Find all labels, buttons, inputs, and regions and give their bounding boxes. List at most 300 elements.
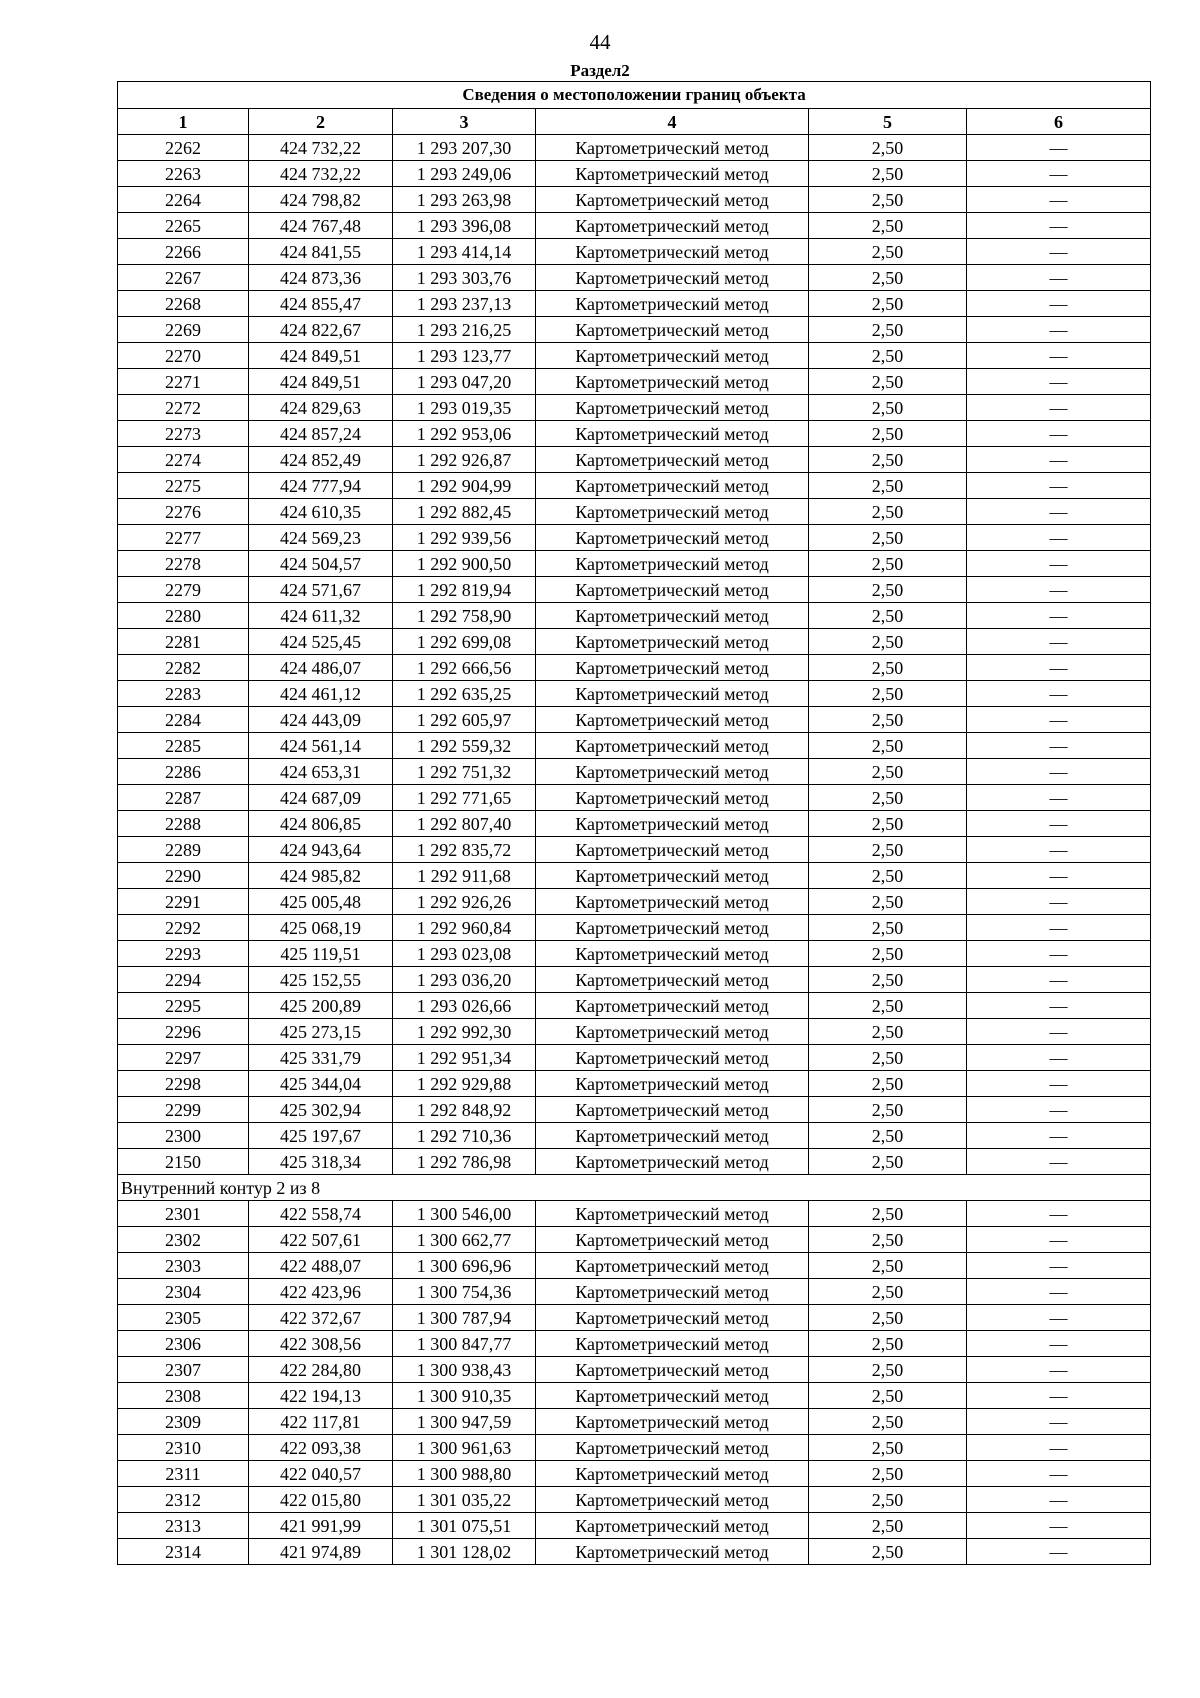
x-coordinate-cell: 422 507,61 <box>249 1227 393 1253</box>
point-number-cell: 2301 <box>118 1201 249 1227</box>
method-cell: Картометрический метод <box>536 603 809 629</box>
method-cell: Картометрический метод <box>536 551 809 577</box>
y-coordinate-cell: 1 293 047,20 <box>393 369 536 395</box>
point-number-cell: 2310 <box>118 1435 249 1461</box>
y-coordinate-cell: 1 292 992,30 <box>393 1019 536 1045</box>
point-number-cell: 2297 <box>118 1045 249 1071</box>
y-coordinate-cell: 1 293 303,76 <box>393 265 536 291</box>
accuracy-cell: 2,50 <box>809 395 967 421</box>
point-number-cell: 2285 <box>118 733 249 759</box>
table-row <box>118 1071 1151 1097</box>
x-coordinate-cell: 424 653,31 <box>249 759 393 785</box>
accuracy-cell: 2,50 <box>809 291 967 317</box>
method-cell: Картометрический метод <box>536 1201 809 1227</box>
method-cell: Картометрический метод <box>536 525 809 551</box>
table-row <box>118 1383 1151 1409</box>
y-coordinate-cell: 1 292 666,56 <box>393 655 536 681</box>
method-cell: Картометрический метод <box>536 213 809 239</box>
accuracy-cell: 2,50 <box>809 1279 967 1305</box>
description-cell: — <box>967 837 1151 863</box>
accuracy-cell: 2,50 <box>809 1409 967 1435</box>
accuracy-cell: 2,50 <box>809 785 967 811</box>
y-coordinate-cell: 1 292 835,72 <box>393 837 536 863</box>
method-cell: Картометрический метод <box>536 187 809 213</box>
description-cell: — <box>967 967 1151 993</box>
y-coordinate-cell: 1 292 807,40 <box>393 811 536 837</box>
table-caption: Сведения о местоположении границ объекта <box>118 82 1151 109</box>
x-coordinate-cell: 424 841,55 <box>249 239 393 265</box>
method-cell: Картометрический метод <box>536 369 809 395</box>
method-cell: Картометрический метод <box>536 811 809 837</box>
y-coordinate-cell: 1 293 237,13 <box>393 291 536 317</box>
description-cell: — <box>967 1461 1151 1487</box>
method-cell: Картометрический метод <box>536 161 809 187</box>
table-body <box>118 135 1151 1565</box>
y-coordinate-cell: 1 292 819,94 <box>393 577 536 603</box>
method-cell: Картометрический метод <box>536 1409 809 1435</box>
point-number-cell: 2294 <box>118 967 249 993</box>
description-cell: — <box>967 785 1151 811</box>
accuracy-cell: 2,50 <box>809 889 967 915</box>
point-number-cell: 2291 <box>118 889 249 915</box>
y-coordinate-cell: 1 292 939,56 <box>393 525 536 551</box>
table-row <box>118 707 1151 733</box>
x-coordinate-cell: 422 423,96 <box>249 1279 393 1305</box>
table-caption-row <box>118 82 1151 109</box>
accuracy-cell: 2,50 <box>809 811 967 837</box>
description-cell: — <box>967 1305 1151 1331</box>
point-number-cell: 2313 <box>118 1513 249 1539</box>
table-row <box>118 733 1151 759</box>
x-coordinate-cell: 424 798,82 <box>249 187 393 213</box>
table-row <box>118 447 1151 473</box>
y-coordinate-cell: 1 300 696,96 <box>393 1253 536 1279</box>
accuracy-cell: 2,50 <box>809 135 967 161</box>
y-coordinate-cell: 1 292 710,36 <box>393 1123 536 1149</box>
description-cell: — <box>967 525 1151 551</box>
table-row <box>118 1409 1151 1435</box>
description-cell: — <box>967 1331 1151 1357</box>
point-number-cell: 2265 <box>118 213 249 239</box>
table-row <box>118 889 1151 915</box>
point-number-cell: 2286 <box>118 759 249 785</box>
accuracy-cell: 2,50 <box>809 863 967 889</box>
method-cell: Картометрический метод <box>536 707 809 733</box>
accuracy-cell: 2,50 <box>809 681 967 707</box>
table-row <box>118 1253 1151 1279</box>
y-coordinate-cell: 1 293 036,20 <box>393 967 536 993</box>
y-coordinate-cell: 1 292 699,08 <box>393 629 536 655</box>
method-cell: Картометрический метод <box>536 239 809 265</box>
table-row <box>118 1201 1151 1227</box>
description-cell: — <box>967 291 1151 317</box>
table-row <box>118 681 1151 707</box>
x-coordinate-cell: 425 302,94 <box>249 1097 393 1123</box>
accuracy-cell: 2,50 <box>809 603 967 629</box>
point-number-cell: 2268 <box>118 291 249 317</box>
table-row <box>118 1461 1151 1487</box>
accuracy-cell: 2,50 <box>809 1331 967 1357</box>
table-row <box>118 915 1151 941</box>
accuracy-cell: 2,50 <box>809 1383 967 1409</box>
description-cell: — <box>967 1357 1151 1383</box>
x-coordinate-cell: 425 344,04 <box>249 1071 393 1097</box>
x-coordinate-cell: 422 093,38 <box>249 1435 393 1461</box>
point-number-cell: 2269 <box>118 317 249 343</box>
method-cell: Картометрический метод <box>536 499 809 525</box>
x-coordinate-cell: 422 372,67 <box>249 1305 393 1331</box>
table-row <box>118 317 1151 343</box>
y-coordinate-cell: 1 292 900,50 <box>393 551 536 577</box>
method-cell: Картометрический метод <box>536 993 809 1019</box>
point-number-cell: 2290 <box>118 863 249 889</box>
method-cell: Картометрический метод <box>536 733 809 759</box>
description-cell: — <box>967 369 1151 395</box>
accuracy-cell: 2,50 <box>809 967 967 993</box>
method-cell: Картометрический метод <box>536 1149 809 1175</box>
point-number-cell: 2282 <box>118 655 249 681</box>
accuracy-cell: 2,50 <box>809 837 967 863</box>
x-coordinate-cell: 424 461,12 <box>249 681 393 707</box>
table-row <box>118 1097 1151 1123</box>
y-coordinate-cell: 1 301 128,02 <box>393 1539 536 1565</box>
point-number-cell: 2293 <box>118 941 249 967</box>
contour-label: Внутренний контур 2 из 8 <box>118 1175 1151 1201</box>
table-row <box>118 967 1151 993</box>
accuracy-cell: 2,50 <box>809 1071 967 1097</box>
accuracy-cell: 2,50 <box>809 343 967 369</box>
y-coordinate-cell: 1 293 019,35 <box>393 395 536 421</box>
x-coordinate-cell: 424 611,32 <box>249 603 393 629</box>
method-cell: Картометрический метод <box>536 655 809 681</box>
point-number-cell: 2274 <box>118 447 249 473</box>
point-number-cell: 2314 <box>118 1539 249 1565</box>
method-cell: Картометрический метод <box>536 135 809 161</box>
method-cell: Картометрический метод <box>536 915 809 941</box>
description-cell: — <box>967 1149 1151 1175</box>
accuracy-cell: 2,50 <box>809 421 967 447</box>
y-coordinate-cell: 1 292 882,45 <box>393 499 536 525</box>
description-cell: — <box>967 1539 1151 1565</box>
description-cell: — <box>967 317 1151 343</box>
y-coordinate-cell: 1 301 035,22 <box>393 1487 536 1513</box>
table-row <box>118 525 1151 551</box>
point-number-cell: 2280 <box>118 603 249 629</box>
y-coordinate-cell: 1 293 023,08 <box>393 941 536 967</box>
method-cell: Картометрический метод <box>536 1305 809 1331</box>
table-row <box>118 161 1151 187</box>
method-cell: Картометрический метод <box>536 1123 809 1149</box>
description-cell: — <box>967 811 1151 837</box>
description-cell: — <box>967 1123 1151 1149</box>
y-coordinate-cell: 1 292 848,92 <box>393 1097 536 1123</box>
x-coordinate-cell: 424 849,51 <box>249 369 393 395</box>
point-number-cell: 2275 <box>118 473 249 499</box>
description-cell: — <box>967 603 1151 629</box>
accuracy-cell: 2,50 <box>809 1097 967 1123</box>
y-coordinate-cell: 1 292 960,84 <box>393 915 536 941</box>
description-cell: — <box>967 447 1151 473</box>
x-coordinate-cell: 424 822,67 <box>249 317 393 343</box>
column-header: 5 <box>809 109 967 135</box>
y-coordinate-cell: 1 293 216,25 <box>393 317 536 343</box>
x-coordinate-cell: 425 197,67 <box>249 1123 393 1149</box>
accuracy-cell: 2,50 <box>809 941 967 967</box>
point-number-cell: 2283 <box>118 681 249 707</box>
y-coordinate-cell: 1 292 786,98 <box>393 1149 536 1175</box>
point-number-cell: 2298 <box>118 1071 249 1097</box>
accuracy-cell: 2,50 <box>809 1435 967 1461</box>
method-cell: Картометрический метод <box>536 343 809 369</box>
x-coordinate-cell: 424 857,24 <box>249 421 393 447</box>
x-coordinate-cell: 421 991,99 <box>249 1513 393 1539</box>
y-coordinate-cell: 1 292 926,87 <box>393 447 536 473</box>
column-header: 3 <box>393 109 536 135</box>
table-row <box>118 1045 1151 1071</box>
point-number-cell: 2150 <box>118 1149 249 1175</box>
point-number-cell: 2284 <box>118 707 249 733</box>
description-cell: — <box>967 135 1151 161</box>
point-number-cell: 2308 <box>118 1383 249 1409</box>
point-number-cell: 2305 <box>118 1305 249 1331</box>
x-coordinate-cell: 424 610,35 <box>249 499 393 525</box>
table-row <box>118 421 1151 447</box>
accuracy-cell: 2,50 <box>809 1513 967 1539</box>
method-cell: Картометрический метод <box>536 421 809 447</box>
table-row <box>118 265 1151 291</box>
point-number-cell: 2279 <box>118 577 249 603</box>
point-number-cell: 2303 <box>118 1253 249 1279</box>
x-coordinate-cell: 424 504,57 <box>249 551 393 577</box>
table-row <box>118 1227 1151 1253</box>
description-cell: — <box>967 161 1151 187</box>
accuracy-cell: 2,50 <box>809 655 967 681</box>
method-cell: Картометрический метод <box>536 577 809 603</box>
method-cell: Картометрический метод <box>536 967 809 993</box>
point-number-cell: 2262 <box>118 135 249 161</box>
y-coordinate-cell: 1 292 904,99 <box>393 473 536 499</box>
method-cell: Картометрический метод <box>536 1487 809 1513</box>
description-cell: — <box>967 629 1151 655</box>
method-cell: Картометрический метод <box>536 1331 809 1357</box>
x-coordinate-cell: 425 068,19 <box>249 915 393 941</box>
x-coordinate-cell: 422 194,13 <box>249 1383 393 1409</box>
point-number-cell: 2287 <box>118 785 249 811</box>
y-coordinate-cell: 1 292 911,68 <box>393 863 536 889</box>
accuracy-cell: 2,50 <box>809 187 967 213</box>
x-coordinate-cell: 422 488,07 <box>249 1253 393 1279</box>
table-row <box>118 343 1151 369</box>
table-row <box>118 291 1151 317</box>
description-cell: — <box>967 733 1151 759</box>
x-coordinate-cell: 422 284,80 <box>249 1357 393 1383</box>
method-cell: Картометрический метод <box>536 785 809 811</box>
method-cell: Картометрический метод <box>536 1513 809 1539</box>
x-coordinate-cell: 424 873,36 <box>249 265 393 291</box>
x-coordinate-cell: 421 974,89 <box>249 1539 393 1565</box>
column-header: 4 <box>536 109 809 135</box>
table-row <box>118 577 1151 603</box>
table-row <box>118 1305 1151 1331</box>
x-coordinate-cell: 422 308,56 <box>249 1331 393 1357</box>
accuracy-cell: 2,50 <box>809 525 967 551</box>
description-cell: — <box>967 707 1151 733</box>
accuracy-cell: 2,50 <box>809 759 967 785</box>
method-cell: Картометрический метод <box>536 1019 809 1045</box>
method-cell: Картометрический метод <box>536 473 809 499</box>
y-coordinate-cell: 1 300 847,77 <box>393 1331 536 1357</box>
description-cell: — <box>967 1253 1151 1279</box>
table-row <box>118 785 1151 811</box>
accuracy-cell: 2,50 <box>809 1227 967 1253</box>
x-coordinate-cell: 424 852,49 <box>249 447 393 473</box>
method-cell: Картометрический метод <box>536 759 809 785</box>
x-coordinate-cell: 424 561,14 <box>249 733 393 759</box>
point-number-cell: 2272 <box>118 395 249 421</box>
x-coordinate-cell: 422 117,81 <box>249 1409 393 1435</box>
description-cell: — <box>967 551 1151 577</box>
y-coordinate-cell: 1 292 758,90 <box>393 603 536 629</box>
accuracy-cell: 2,50 <box>809 1201 967 1227</box>
point-number-cell: 2263 <box>118 161 249 187</box>
method-cell: Картометрический метод <box>536 681 809 707</box>
accuracy-cell: 2,50 <box>809 239 967 265</box>
y-coordinate-cell: 1 300 787,94 <box>393 1305 536 1331</box>
point-number-cell: 2295 <box>118 993 249 1019</box>
accuracy-cell: 2,50 <box>809 1305 967 1331</box>
y-coordinate-cell: 1 300 754,36 <box>393 1279 536 1305</box>
table-row <box>118 1357 1151 1383</box>
table-row <box>118 187 1151 213</box>
table-row <box>118 941 1151 967</box>
accuracy-cell: 2,50 <box>809 577 967 603</box>
point-number-cell: 2307 <box>118 1357 249 1383</box>
accuracy-cell: 2,50 <box>809 1253 967 1279</box>
y-coordinate-cell: 1 300 938,43 <box>393 1357 536 1383</box>
table-row <box>118 655 1151 681</box>
table-row <box>118 993 1151 1019</box>
point-number-cell: 2277 <box>118 525 249 551</box>
description-cell: — <box>967 1279 1151 1305</box>
x-coordinate-cell: 425 005,48 <box>249 889 393 915</box>
x-coordinate-cell: 425 200,89 <box>249 993 393 1019</box>
x-coordinate-cell: 424 777,94 <box>249 473 393 499</box>
x-coordinate-cell: 422 040,57 <box>249 1461 393 1487</box>
description-cell: — <box>967 1227 1151 1253</box>
table-row <box>118 1487 1151 1513</box>
method-cell: Картометрический метод <box>536 837 809 863</box>
table-row <box>118 1331 1151 1357</box>
method-cell: Картометрический метод <box>536 1435 809 1461</box>
table-row <box>118 811 1151 837</box>
boundary-coordinates-table <box>117 81 1151 1565</box>
accuracy-cell: 2,50 <box>809 473 967 499</box>
description-cell: — <box>967 889 1151 915</box>
accuracy-cell: 2,50 <box>809 1123 967 1149</box>
accuracy-cell: 2,50 <box>809 1487 967 1513</box>
table-row <box>118 863 1151 889</box>
y-coordinate-cell: 1 293 123,77 <box>393 343 536 369</box>
x-coordinate-cell: 424 732,22 <box>249 135 393 161</box>
x-coordinate-cell: 425 152,55 <box>249 967 393 993</box>
y-coordinate-cell: 1 300 988,80 <box>393 1461 536 1487</box>
x-coordinate-cell: 424 806,85 <box>249 811 393 837</box>
accuracy-cell: 2,50 <box>809 993 967 1019</box>
y-coordinate-cell: 1 292 926,26 <box>393 889 536 915</box>
method-cell: Картометрический метод <box>536 1461 809 1487</box>
description-cell: — <box>967 1409 1151 1435</box>
table-row <box>118 837 1151 863</box>
y-coordinate-cell: 1 292 771,65 <box>393 785 536 811</box>
accuracy-cell: 2,50 <box>809 161 967 187</box>
accuracy-cell: 2,50 <box>809 551 967 577</box>
point-number-cell: 2267 <box>118 265 249 291</box>
description-cell: — <box>967 473 1151 499</box>
description-cell: — <box>967 1487 1151 1513</box>
description-cell: — <box>967 759 1151 785</box>
description-cell: — <box>967 655 1151 681</box>
point-number-cell: 2311 <box>118 1461 249 1487</box>
table-row <box>118 239 1151 265</box>
x-coordinate-cell: 422 015,80 <box>249 1487 393 1513</box>
method-cell: Картометрический метод <box>536 1357 809 1383</box>
description-cell: — <box>967 187 1151 213</box>
method-cell: Картометрический метод <box>536 1227 809 1253</box>
table-row <box>118 1435 1151 1461</box>
x-coordinate-cell: 425 318,34 <box>249 1149 393 1175</box>
point-number-cell: 2309 <box>118 1409 249 1435</box>
table-row <box>118 499 1151 525</box>
method-cell: Картометрический метод <box>536 1045 809 1071</box>
x-coordinate-cell: 424 732,22 <box>249 161 393 187</box>
x-coordinate-cell: 424 943,64 <box>249 837 393 863</box>
description-cell: — <box>967 915 1151 941</box>
method-cell: Картометрический метод <box>536 265 809 291</box>
point-number-cell: 2276 <box>118 499 249 525</box>
description-cell: — <box>967 421 1151 447</box>
method-cell: Картометрический метод <box>536 1253 809 1279</box>
point-number-cell: 2302 <box>118 1227 249 1253</box>
y-coordinate-cell: 1 293 207,30 <box>393 135 536 161</box>
accuracy-cell: 2,50 <box>809 447 967 473</box>
accuracy-cell: 2,50 <box>809 1357 967 1383</box>
description-cell: — <box>967 395 1151 421</box>
table-header-row <box>118 109 1151 135</box>
column-header: 2 <box>249 109 393 135</box>
table-row <box>118 135 1151 161</box>
accuracy-cell: 2,50 <box>809 265 967 291</box>
description-cell: — <box>967 1071 1151 1097</box>
description-cell: — <box>967 499 1151 525</box>
point-number-cell: 2278 <box>118 551 249 577</box>
y-coordinate-cell: 1 292 605,97 <box>393 707 536 733</box>
description-cell: — <box>967 577 1151 603</box>
column-header: 6 <box>967 109 1151 135</box>
y-coordinate-cell: 1 293 263,98 <box>393 187 536 213</box>
point-number-cell: 2271 <box>118 369 249 395</box>
accuracy-cell: 2,50 <box>809 915 967 941</box>
y-coordinate-cell: 1 292 929,88 <box>393 1071 536 1097</box>
point-number-cell: 2289 <box>118 837 249 863</box>
point-number-cell: 2292 <box>118 915 249 941</box>
description-cell: — <box>967 265 1151 291</box>
table-row <box>118 473 1151 499</box>
accuracy-cell: 2,50 <box>809 1149 967 1175</box>
point-number-cell: 2266 <box>118 239 249 265</box>
y-coordinate-cell: 1 292 951,34 <box>393 1045 536 1071</box>
description-cell: — <box>967 1513 1151 1539</box>
accuracy-cell: 2,50 <box>809 317 967 343</box>
